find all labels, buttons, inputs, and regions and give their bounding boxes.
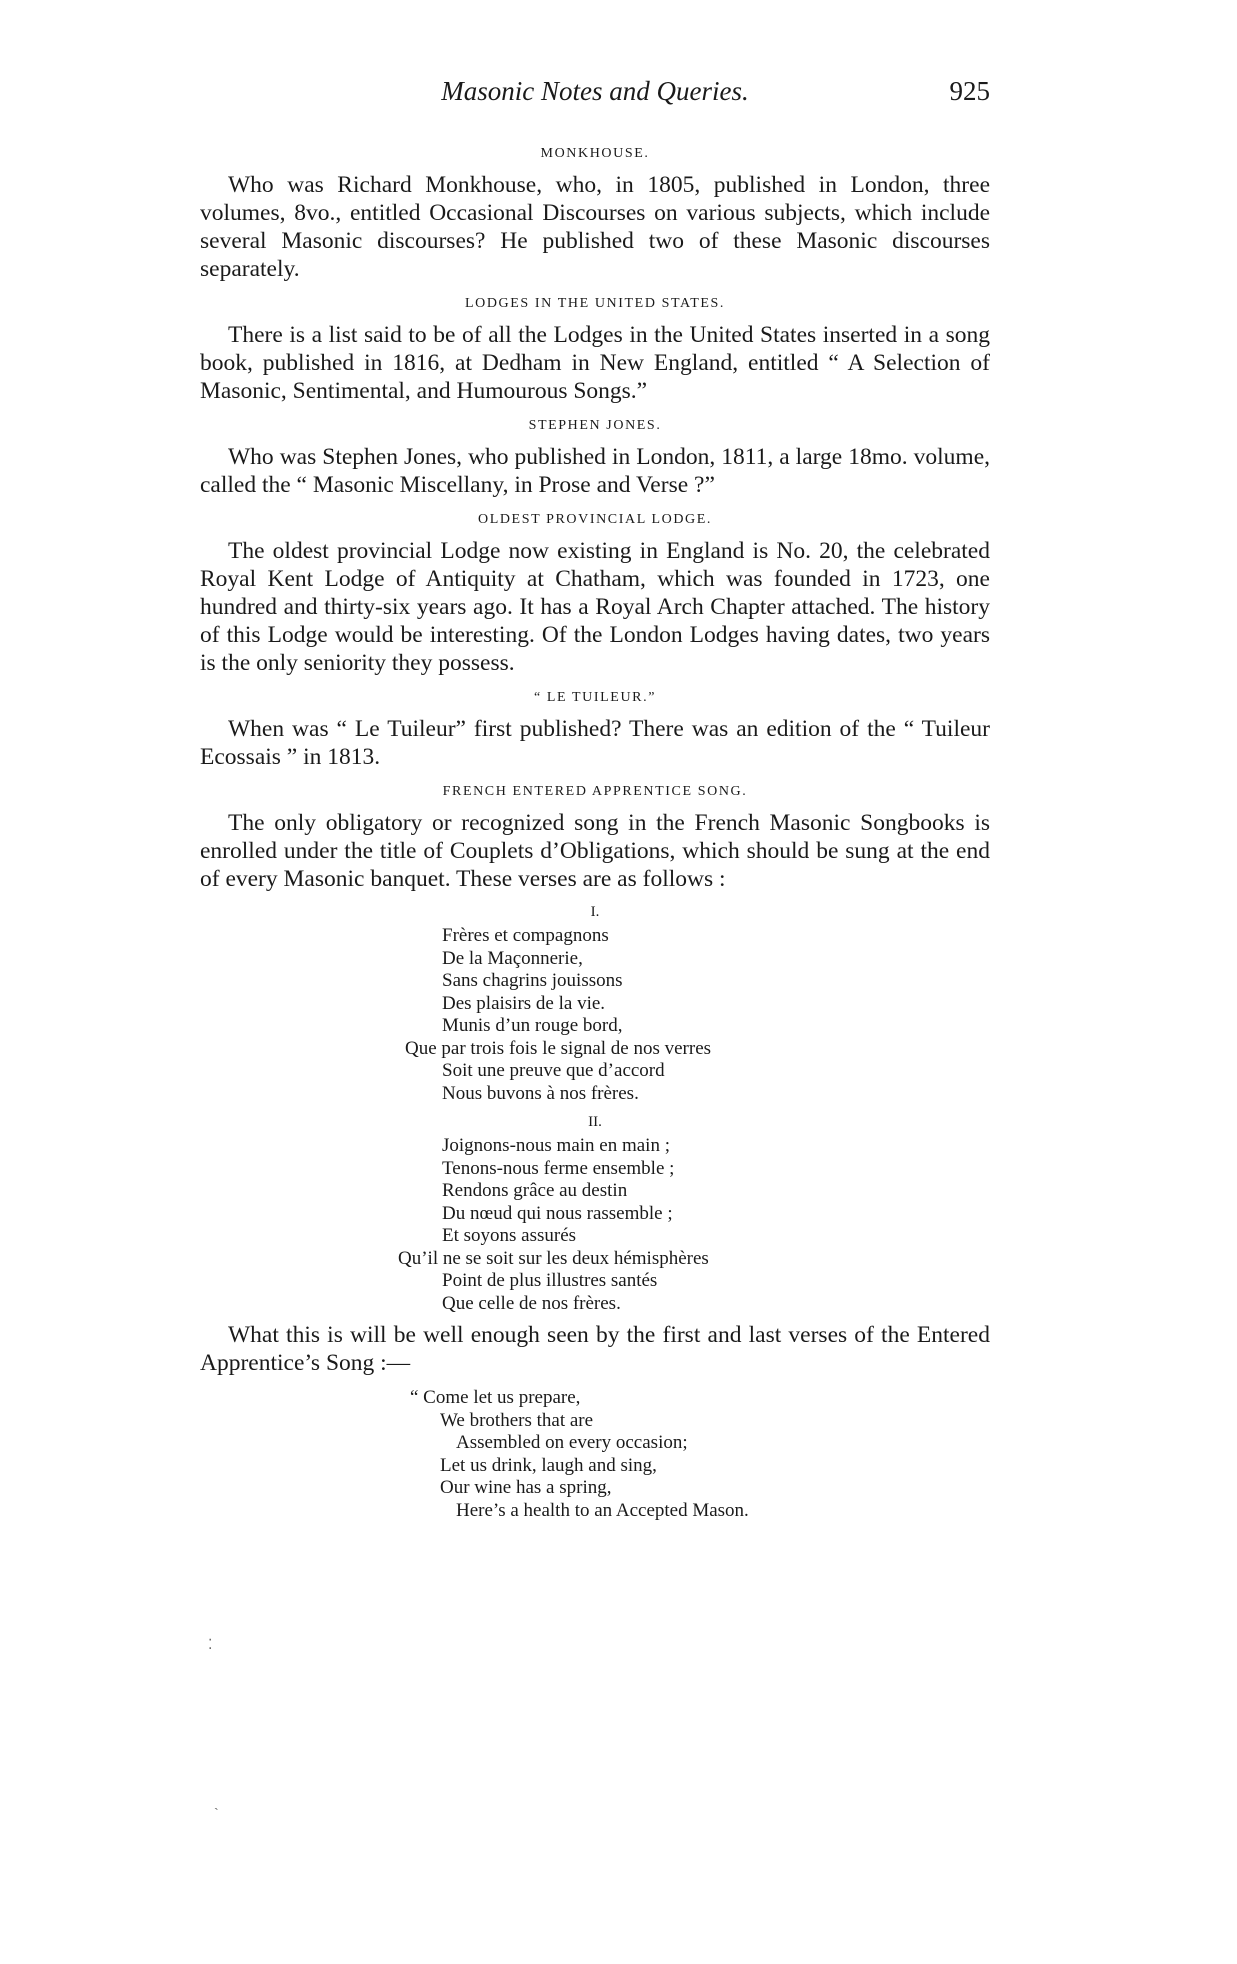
section-text-stephen-jones: Who was Stephen Jones, who published in London, 1811, a large 18mo. volume, called the “ Masonic Miscellany, in Prose and Verse ?” — [200, 444, 990, 498]
verse-line: Our wine has a spring, — [440, 1477, 612, 1498]
running-title: Masonic Notes and Queries. — [441, 76, 749, 106]
stanza-1 — [200, 925, 990, 1105]
stanza-number-1: I. — [590, 904, 600, 920]
verse-line: Soit une preuve que d’accord — [442, 1060, 665, 1081]
section-heading-le-tuileur: “ LE TUILEUR.” — [533, 690, 657, 705]
section-text-le-tuileur: When was “ Le Tuileur” first published? There was an edition of the “ Tuileur Ecossais ” in 1813. — [200, 716, 990, 770]
running-head — [200, 72, 990, 112]
section-heading-oldest-lodge: OLDEST PROVINCIAL LODGE. — [477, 512, 712, 527]
verse-line: Qu’il ne se soit sur les deux hémisphères — [398, 1247, 709, 1269]
section-text-lodges-us: There is a list said to be of all the Lodges in the United States inserted in a song book, published in 1816, at Dedham in New England, entitled “ A Selection of Masonic, Sentimental, and Humourous Songs.” — [200, 322, 990, 404]
verse-line: Rendons grâce au destin — [442, 1180, 628, 1201]
verse-line: Here’s a health to an Accepted Mason. — [456, 1499, 749, 1521]
section-heading-monkhouse: MONKHOUSE. — [540, 146, 650, 161]
section-text-french-song: The only obligatory or recognized song in the French Masonic Songbooks is enrolled under the title of Couplets d’Obligations, which should be sung at the end of every Masonic banquet. These verses are as follows : — [200, 810, 990, 892]
verse-line: De la Maçonnerie, — [442, 947, 583, 969]
verse-line: Du nœud qui nous rassemble ; — [442, 1202, 673, 1224]
verse-line: Que celle de nos frères. — [442, 1292, 621, 1314]
page-number: 925 — [949, 76, 990, 106]
page-body — [200, 143, 990, 1528]
verse-line: Sans chagrins jouissons — [442, 970, 623, 991]
verse-line: Que par trois fois le signal de nos verres — [405, 1037, 712, 1059]
section-text-oldest-lodge: The oldest provincial Lodge now existing in England is No. 20, the celebrated Royal Kent Lodge of Antiquity at Chatham, which was founded in 1723, one hundred and thirty-six years ago. It has a Royal Arch Chapter attached. The history of this Lodge would be interesting. Of the London Lodges having dates, two years is the only seniority they possess. — [200, 538, 990, 676]
section-text-monkhouse: Who was Richard Monkhouse, who, in 1805, published in London, three volumes, 8vo., entitled Occasional Discourses on various subjects, which include several Masonic discourses? He published two of these Masonic discourses separately. — [200, 172, 990, 282]
verse-line: Et soyons assurés — [442, 1225, 577, 1246]
verse-line: Nous buvons à nos frères. — [442, 1082, 639, 1104]
stanza-number-2: II. — [588, 1114, 602, 1130]
section-heading-stephen-jones: STEPHEN JONES. — [528, 418, 662, 433]
verse-line: Des plaisirs de la vie. — [442, 992, 606, 1014]
verse-line: “ Come let us prepare, — [410, 1387, 581, 1408]
verse-line: Joignons-nous main en main ; — [442, 1135, 670, 1156]
verse-line: Munis d’un rouge bord, — [442, 1015, 623, 1036]
scan-speck: ˎ — [214, 1796, 219, 1811]
verse-line: Let us drink, laugh and sing, — [440, 1454, 657, 1476]
scan-speck: ⁚ — [208, 1638, 213, 1653]
section-heading-french-song: FRENCH ENTERED APPRENTICE SONG. — [442, 784, 748, 799]
closing-text: What this is will be well enough seen by the first and last verses of the Entered Apprentice’s Song :— — [200, 1322, 990, 1376]
apprentice-song-verse — [200, 1387, 990, 1522]
section-heading-lodges-us: LODGES IN THE UNITED STATES. — [464, 296, 725, 311]
verse-line: Frères et compagnons — [442, 925, 609, 946]
verse-line: Tenons-nous ferme ensemble ; — [442, 1157, 675, 1179]
verse-line: Point de plus illustres santés — [442, 1270, 658, 1291]
verse-line: Assembled on every occasion; — [456, 1432, 688, 1453]
stanza-2 — [200, 1135, 990, 1315]
verse-line: We brothers that are — [440, 1409, 594, 1431]
